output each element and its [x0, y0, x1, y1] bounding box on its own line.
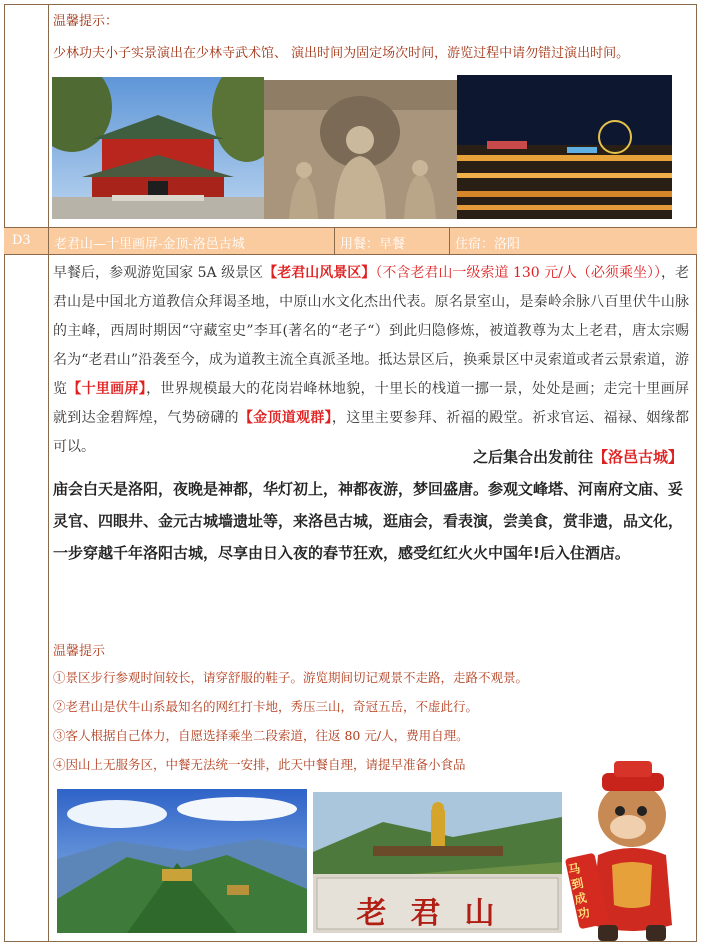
grotto-buddha-photo [264, 80, 457, 219]
top-tip-title: 温馨提示： [53, 14, 119, 29]
itinerary-description-2 [53, 441, 689, 569]
day-number: D3 [12, 233, 31, 248]
mascot-banner-text: 马到成功 [566, 861, 592, 922]
itinerary-description [53, 259, 689, 462]
day-row-divider [334, 228, 335, 254]
desc-text: 庙会白天是洛阳，夜晚是神都，华灯初上，神都夜游，梦回盛唐。参观文峰塔、河南府文庙、妥灵官、四眼井、金元古城墙遗址等，来洛邑古城，逛庙会，看表演，尝美食，赏非遗，品文化，一步穿越千年洛阳古城，尽享由日入夜的春节狂欢，感受红红火火中国年!后入住酒店。 [53, 480, 684, 562]
shaolin-temple-photo [52, 77, 264, 219]
top-tip-text: 少林功夫小子实景演出在少林寺武术馆、 演出时间为固定场次时间，游览过程中请勿错过演出时间。 [53, 46, 630, 61]
desc-text: ，世界规模最大的花岗岩峰林地貌，十里长的栈道一挪一景，处处是画；走完十里画屏就到达金碧辉煌，气势磅礴的 [53, 381, 690, 426]
highlight-luoyi: 【洛邑古城】 [593, 448, 684, 466]
laojunshan-sign-text: 老君山 [356, 896, 519, 931]
tip-item: ①景区步行参观时间较长，请穿舒服的鞋子。游览期间切记观景不走路，走路不观景。 [53, 670, 529, 685]
tip-item: ②老君山是伏牛山系最知名的网红打卡地，秀压三山，奇冠五岳，不虚此行。 [53, 699, 479, 714]
desc-text: 早餐后，参观游览国家 5A 级景区 [53, 265, 264, 281]
day-row-divider [48, 228, 49, 254]
cableway-note: （不含老君山一级索道 130 元/人（必须乘坐）） [375, 265, 662, 281]
night-city-photo [457, 75, 672, 219]
day-header-row [4, 227, 697, 255]
highlight-jinding: 【金顶道观群】 [238, 410, 332, 426]
highlight-shilihuaping: 【十里画屏】 [67, 381, 147, 397]
left-column-divider [48, 4, 49, 227]
highlight-laojunshan: 【老君山风景区】 [263, 265, 376, 281]
tip-item: ③客人根据自己体力，自愿选择乘坐二段索道，往返 80 元/人，费用自理。 [53, 728, 469, 743]
desc-text: ，这里主要参拜、祈福的殿堂。祈求官运、福禄、姻缘都可以。 [53, 410, 690, 455]
desc-text: 之后集合出发前往 [473, 448, 594, 466]
day-accommodation: 住宿：洛阳 [455, 237, 521, 252]
day-meal: 用餐：早餐 [340, 237, 406, 252]
laojun-statue-photo [313, 792, 562, 933]
day-row-divider [449, 228, 450, 254]
day-route: 老君山—十里画屏-金顶-洛邑古城 [54, 237, 245, 252]
bottom-tip-title: 温馨提示 [53, 644, 106, 659]
tip-item: ④因山上无服务区，中餐无法统一安排，此天中餐自理，请提早准备小食品 [53, 757, 466, 772]
mascot-horse-image [562, 755, 697, 943]
mountain-peak-photo [57, 789, 307, 933]
left-column-divider [48, 255, 49, 942]
desc-text: ，老君山是中国北方道教信众拜谒圣地，中原山水文化杰出代表。原名景室山，是秦岭余脉八百里伏牛山脉的主峰，西周时期因“守藏室史”李耳(著名的“老子“）到此归隐修炼，被道教尊为太上老君，唐太宗赐名为“老君山”沿袭至今，成为道教主流全真派圣地。抵达景区后，换乘景区中灵索道或者云景索道，游览 [53, 265, 690, 397]
